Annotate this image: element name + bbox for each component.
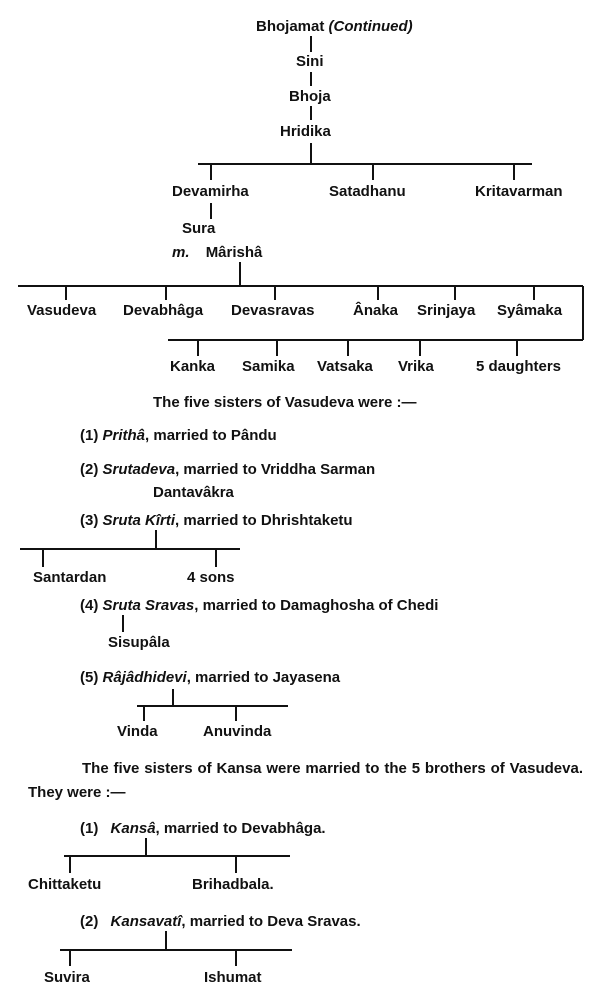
- entry-number: (1): [80, 820, 99, 837]
- child-vasudeva: Vasudeva: [27, 302, 97, 319]
- child-syamaka: Syâmaka: [497, 302, 563, 319]
- child-vatsaka: Vatsaka: [317, 358, 373, 375]
- node-kritavarman: Kritavarman: [475, 183, 563, 200]
- child-chittaketu: Chittaketu: [28, 876, 102, 893]
- sister-name: Srutadeva: [102, 461, 176, 478]
- node-sini: Sini: [296, 53, 324, 70]
- marriage-text: , married to Vriddha Sarman: [175, 461, 376, 478]
- child-devabhaga: Devabhâga: [123, 302, 204, 319]
- child-vinda: Vinda: [117, 723, 158, 740]
- marriage-text: , married to Deva Sravas.: [181, 913, 361, 930]
- child-suvira: Suvira: [44, 969, 90, 986]
- marriage-prefix: m.: [172, 244, 190, 261]
- node-devamirha: Devamirha: [172, 183, 249, 200]
- kansa-paragraph: The five sisters of Kansa were married to the 5 brothers of Vasudeva. They were :—: [28, 760, 583, 801]
- child-vrika: Vrika: [398, 358, 434, 375]
- child-daughters: 5 daughters: [476, 358, 562, 375]
- sisters-vasudeva-heading: The five sisters of Vasudeva were :—: [153, 394, 417, 411]
- marriage-text: , married to Jayasena: [186, 669, 341, 686]
- node-sura: Sura: [182, 220, 216, 237]
- entry-number: (2): [80, 461, 99, 478]
- sister-entry-5: [80, 669, 340, 687]
- entry-number: (4): [80, 597, 99, 614]
- child-4-sons: 4 sons: [187, 569, 235, 586]
- sister-name: Kansavatî: [110, 913, 182, 930]
- marriage-text: , married to Dhrishtaketu: [175, 512, 353, 529]
- node-hridika: Hridika: [280, 123, 331, 140]
- sister-entry-2: [80, 461, 375, 479]
- node-satadhanu: Satadhanu: [329, 183, 406, 200]
- child-anuvinda: Anuvinda: [203, 723, 272, 740]
- node-marisha: Mârishâ: [205, 244, 263, 261]
- child-ishumat: Ishumat: [204, 969, 262, 986]
- child-kanka: Kanka: [170, 358, 216, 375]
- marriage-text: , married to Pându: [145, 427, 277, 444]
- title-qualifier: (Continued): [328, 18, 413, 35]
- kansa-sister-entry-2: [80, 913, 361, 931]
- child-srinjaya: Srinjaya: [417, 302, 476, 319]
- node-bhoja: Bhoja: [289, 88, 331, 105]
- sister-entry-1: [80, 427, 277, 445]
- child-sisupala: Sisupâla: [108, 634, 170, 651]
- entry-number: (2): [80, 913, 99, 930]
- page-title: [256, 18, 413, 36]
- marriage-text: , married to Damaghosha of Chedi: [194, 597, 439, 614]
- sister-entry-4: [80, 597, 438, 615]
- entry-number: (1): [80, 427, 99, 444]
- sister-name: Kansâ: [110, 820, 156, 837]
- child-brihadbala: Brihadbala.: [192, 876, 274, 893]
- title-name: Bhojamat: [256, 18, 325, 35]
- child-samika: Samika: [242, 358, 295, 375]
- entry-number: (5): [80, 669, 99, 686]
- kansa-sister-entry-1: [80, 820, 326, 838]
- sister-name: Râjâdhidevi: [102, 669, 187, 686]
- child-devasravas: Devasravas: [231, 302, 315, 319]
- sister-name: Prithâ: [102, 427, 146, 444]
- marriage-text: , married to Devabhâga.: [155, 820, 326, 837]
- entry-number: (3): [80, 512, 99, 529]
- child-dantavakra: Dantavâkra: [153, 484, 234, 501]
- sister-entry-3: [80, 512, 353, 530]
- child-santardan: Santardan: [33, 569, 107, 586]
- sister-name: Sruta Kîrti: [102, 512, 176, 529]
- sister-name: Sruta Sravas: [102, 597, 195, 614]
- marriage-line: [172, 244, 262, 262]
- child-anaka: Ânaka: [353, 302, 399, 319]
